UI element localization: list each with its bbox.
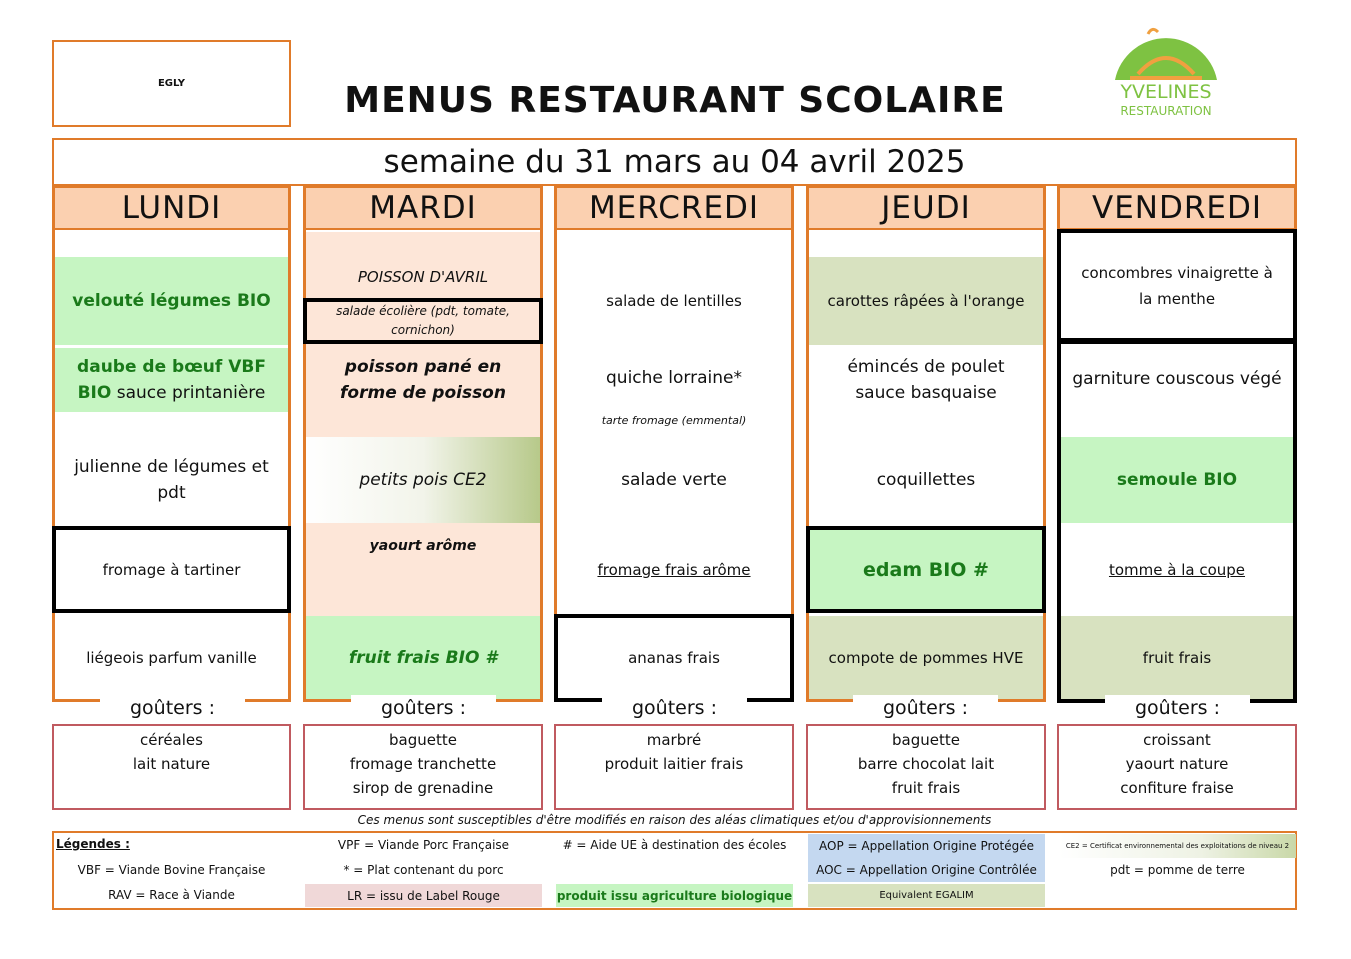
vendredi-main: garniture couscous végé — [1072, 369, 1282, 389]
disclaimer: Ces menus sont susceptibles d'être modifiés en raison des aléas climatiques et/ou d'approvisionnements — [357, 813, 992, 827]
lundi-dairy: fromage à tartiner — [52, 526, 291, 613]
list-item: fruit frais — [891, 779, 961, 797]
gouter-box-jeudi — [806, 724, 1046, 810]
jeudi-dairy: edam BIO # — [806, 526, 1046, 613]
school-name: EGLY — [157, 78, 186, 89]
week-banner: semaine du 31 mars au 04 avril 2025 — [52, 138, 1297, 186]
legend-aide: # = Aide UE à destination des écoles — [562, 838, 787, 852]
list-item: baguette — [892, 731, 960, 749]
gouter-label-mercredi: goûters : — [602, 695, 747, 721]
mercredi-dairy: fromage frais arôme — [597, 560, 751, 579]
legend-porc: * = Plat contenant du porc — [343, 863, 504, 877]
jeudi-main: émincés de poulet sauce basquaise — [847, 357, 1005, 403]
logo-line1: YVELINES — [1120, 81, 1212, 103]
list-item: marbré — [646, 731, 702, 749]
vendredi-side: semoule BIO — [1060, 437, 1294, 523]
legend-vbf: VBF = Viande Bovine Française — [77, 863, 266, 877]
mardi-side: petits pois CE2 — [306, 437, 540, 523]
legend-bio: produit issu agriculture biologique — [556, 884, 793, 907]
jeudi-dessert: compote de pommes HVE — [809, 616, 1043, 699]
yvelines-logo — [1100, 22, 1240, 122]
list-item: baguette — [389, 731, 457, 749]
mardi-event: POISSON D'AVRIL — [357, 268, 489, 286]
list-item: fromage tranchette — [349, 755, 497, 773]
lundi-side: julienne de légumes et pdt — [74, 457, 269, 503]
gouter-label-lundi: goûters : — [100, 695, 245, 721]
lundi-dessert: liégeois parfum vanille — [86, 648, 257, 667]
day-header-mercredi: MERCREDI — [557, 188, 791, 230]
mercredi-main-note: tarte fromage (emmental) — [601, 413, 747, 427]
lundi-starter: velouté légumes BIO — [55, 257, 288, 345]
logo-line2: RESTAURATION — [1120, 104, 1212, 118]
gouter-label-jeudi: goûters : — [853, 695, 998, 721]
legend-egalim: Equivalent EGALIM — [808, 884, 1045, 907]
legend-vpf: VPF = Viande Porc Française — [337, 838, 510, 852]
list-item: lait nature — [132, 755, 211, 773]
list-item: sirop de grenadine — [352, 779, 494, 797]
list-item: confiture fraise — [1120, 779, 1234, 797]
gouter-label-vendredi: goûters : — [1105, 695, 1250, 721]
mercredi-starter: salade de lentilles — [606, 292, 742, 310]
list-item: barre chocolat lait — [857, 755, 995, 773]
mercredi-main: quiche lorraine* — [606, 368, 742, 388]
vendredi-starter: concombres vinaigrette à la menthe — [1057, 229, 1297, 342]
gouter-box-vendredi — [1057, 724, 1297, 810]
list-item: céréales — [140, 731, 203, 749]
gouter-label-mardi: goûters : — [351, 695, 496, 721]
school-name-box — [52, 40, 291, 127]
legend-aoc: AOC = Appellation Origine Contrôlée — [808, 858, 1045, 882]
vendredi-dairy: tomme à la coupe — [1108, 560, 1246, 579]
list-item: produit laitier frais — [604, 755, 744, 773]
gouter-box-mardi — [303, 724, 543, 810]
legend-pdt: pdt = pomme de terre — [1110, 863, 1245, 877]
day-header-vendredi: VENDREDI — [1060, 188, 1294, 230]
lundi-main: daube de bœuf VBF BIO sauce printanière — [55, 348, 288, 412]
legend-aop: AOP = Appellation Origine Protégée — [808, 834, 1045, 858]
mardi-dairy: yaourt arôme — [306, 523, 540, 616]
day-header-jeudi: JEUDI — [809, 188, 1043, 230]
legend-title: Légendes : — [56, 837, 130, 851]
gouter-box-lundi — [52, 724, 291, 810]
legend-rav: RAV = Race à Viande — [108, 888, 235, 902]
jeudi-starter: carottes râpées à l'orange — [809, 257, 1043, 345]
jeudi-side: coquillettes — [876, 470, 976, 490]
mercredi-dessert: ananas frais — [554, 614, 794, 702]
vendredi-dessert: fruit frais — [1060, 616, 1294, 699]
vendredi-black-frame — [1057, 340, 1297, 703]
mercredi-side: salade verte — [621, 470, 727, 490]
day-header-mardi: MARDI — [306, 188, 540, 230]
mardi-starter: salade écolière (pdt, tomate, cornichon) — [303, 298, 543, 344]
list-item: yaourt nature — [1125, 755, 1229, 773]
gouter-box-mercredi — [554, 724, 794, 810]
legend-lr: LR = issu de Label Rouge — [305, 884, 542, 907]
mardi-main: poisson pané en forme de poisson — [340, 357, 506, 403]
day-header-lundi: LUNDI — [55, 188, 288, 230]
list-item: croissant — [1143, 731, 1211, 749]
mardi-dessert: fruit frais BIO # — [306, 616, 540, 699]
legend-ce2: CE2 = Certificat environnemental des exploitations de niveau 2 — [1059, 834, 1296, 858]
page-title: MENUS RESTAURANT SCOLAIRE — [344, 79, 1006, 121]
